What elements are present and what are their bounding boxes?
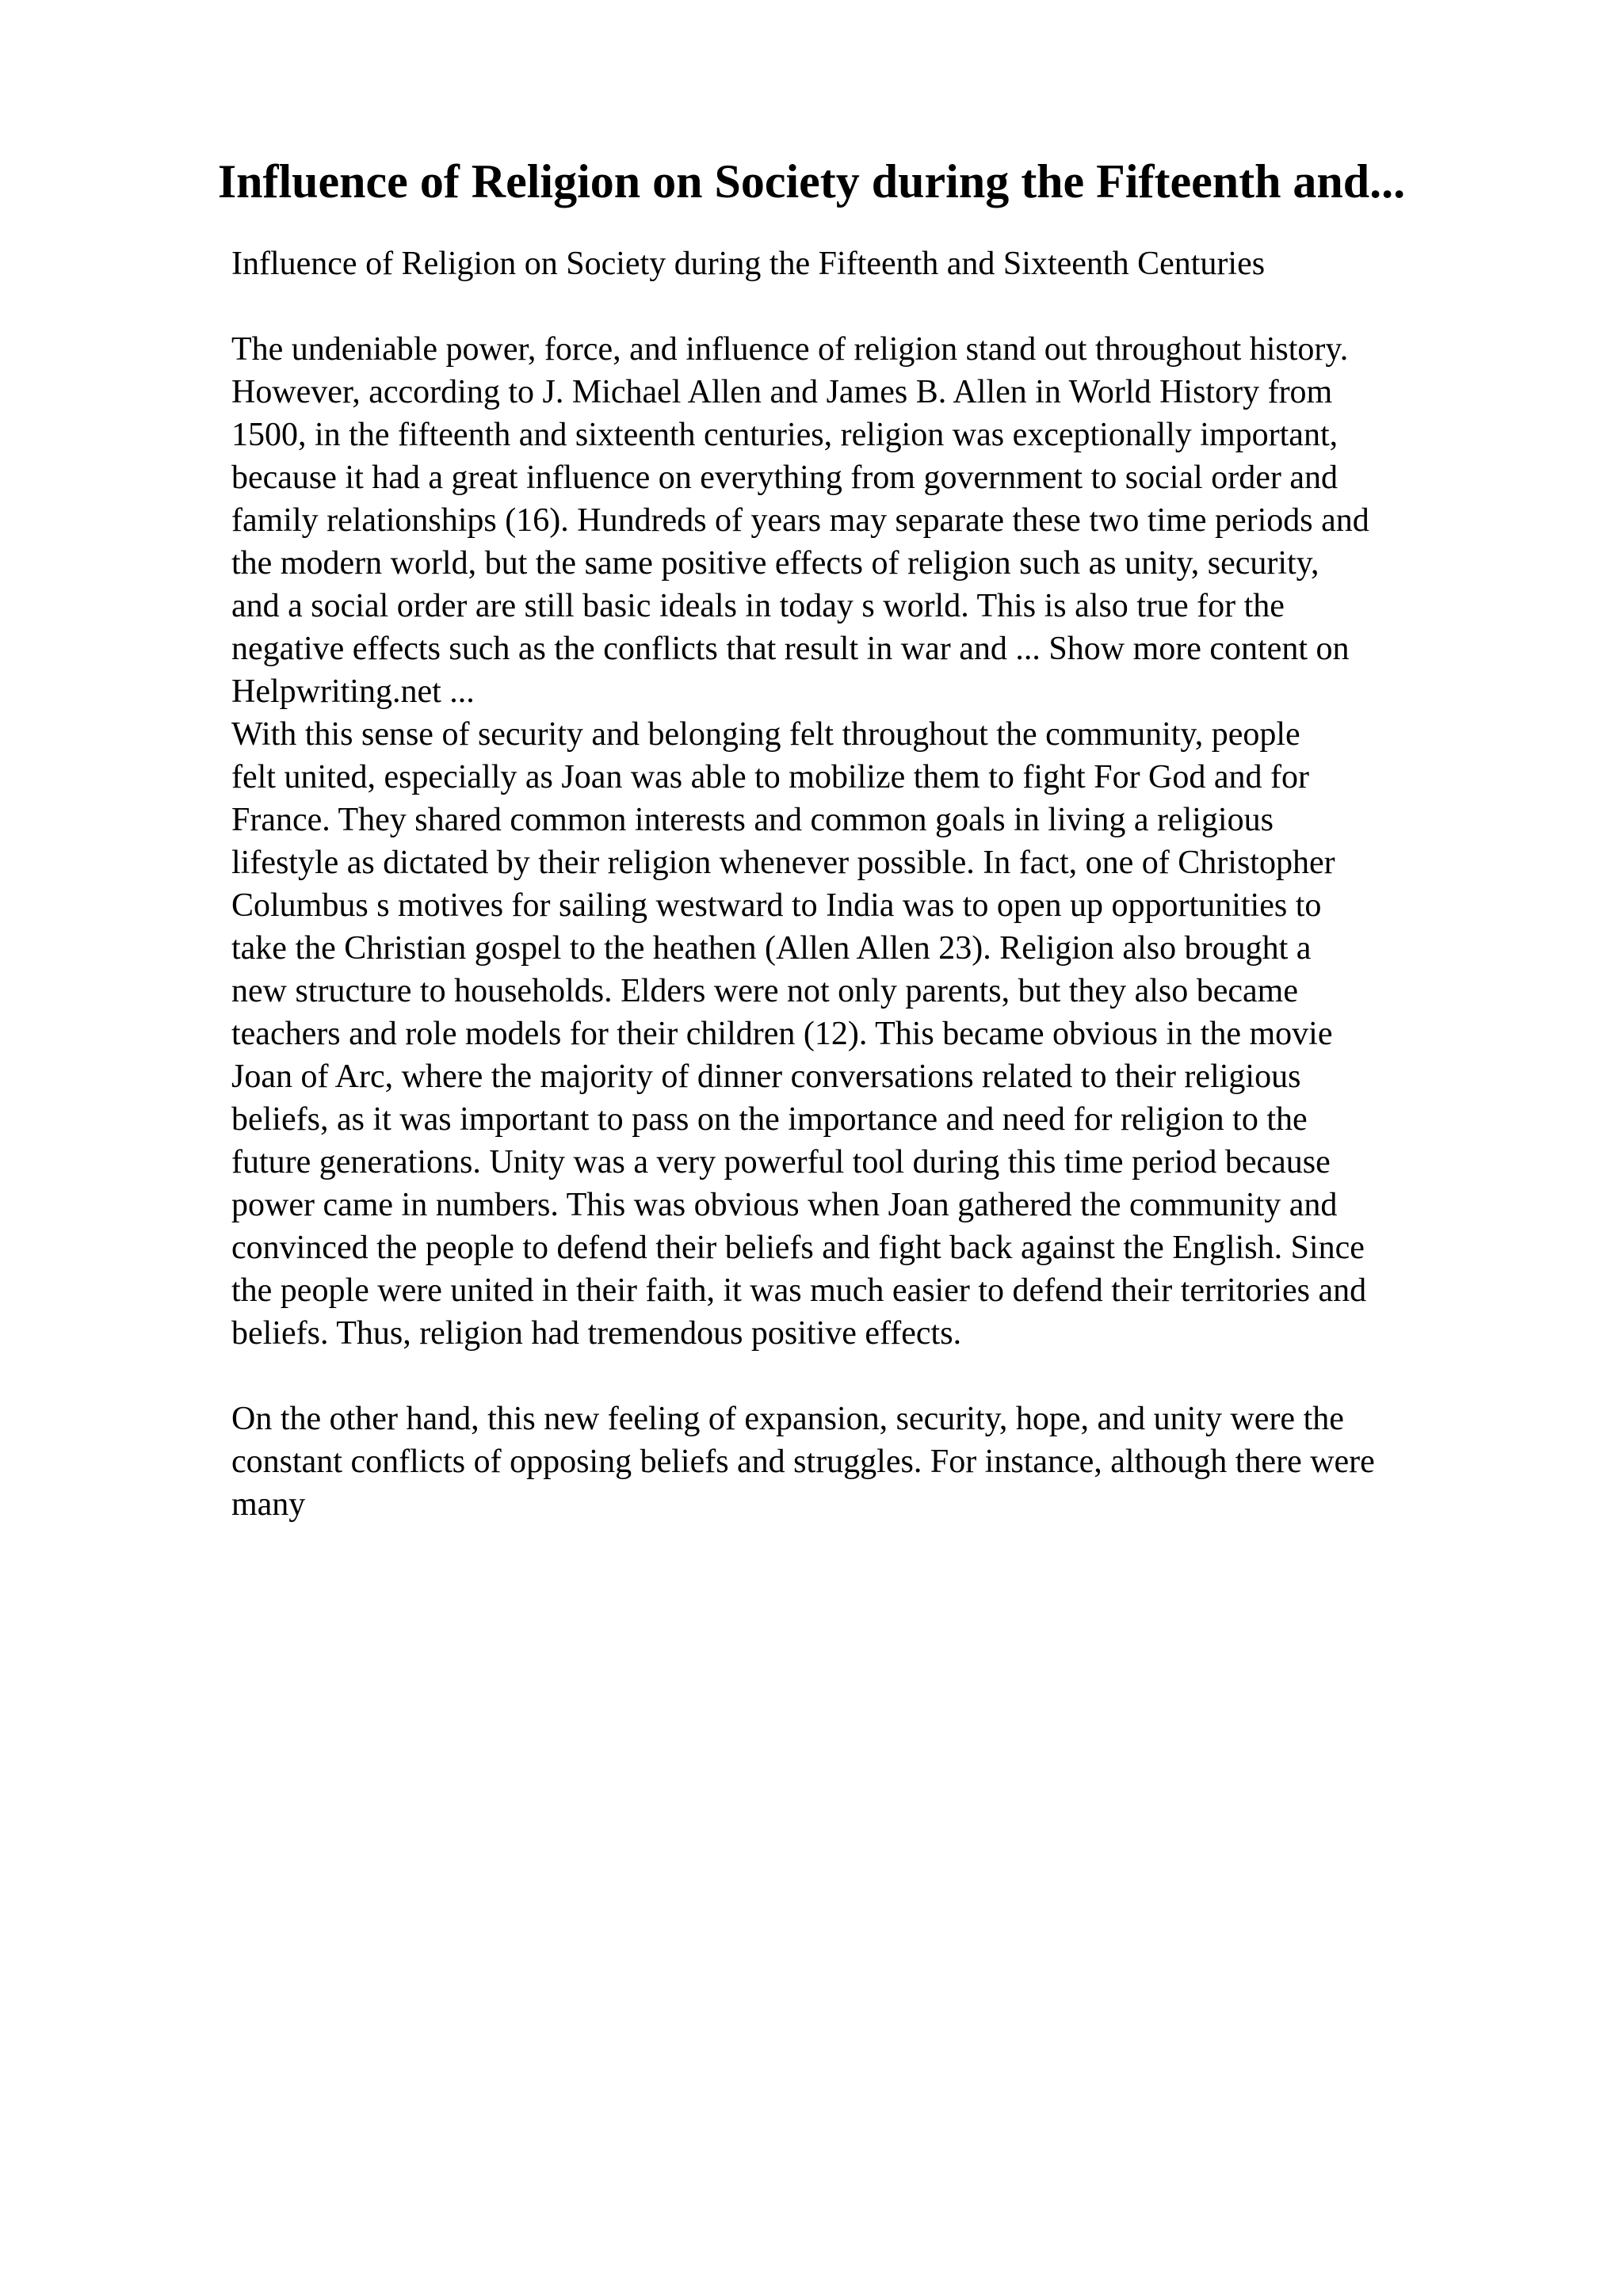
- text-line: take the Christian gospel to the heathen (Allen Allen 23). Religion also brought a: [231, 930, 1312, 967]
- document-subtitle: Influence of Religion on Society during the Fifteenth and Sixteenth Centuries: [231, 246, 1266, 282]
- text-line: With this sense of security and belonging felt throughout the community, people: [231, 716, 1300, 753]
- text-line: On the other hand, this new feeling of expansion, security, hope, and unity were the: [231, 1401, 1344, 1437]
- text-line: constant conflicts of opposing beliefs and struggles. For instance, although there were: [231, 1444, 1375, 1480]
- paragraph-intro: [231, 328, 1515, 713]
- text-line: new structure to households. Elders were not only parents, but they also became: [231, 973, 1298, 1009]
- text-line: Columbus s motives for sailing westward to India was to open up opportunities to: [231, 887, 1322, 924]
- paragraph-conflicts: [231, 1398, 1515, 1526]
- text-line: Joan of Arc, where the majority of dinner conversations related to their religious: [231, 1058, 1301, 1095]
- text-line: convinced the people to defend their beliefs and fight back against the English. Since: [231, 1230, 1365, 1266]
- text-line: Helpwriting.net ...: [231, 673, 475, 710]
- text-line: felt united, especially as Joan was able to mobilize them to fight For God and for: [231, 759, 1309, 795]
- text-line: 1500, in the fifteenth and sixteenth centuries, religion was exceptionally important,: [231, 417, 1338, 453]
- text-line: family relationships (16). Hundreds of years may separate these two time periods and: [231, 502, 1369, 539]
- text-line: The undeniable power, force, and influence of religion stand out throughout history.: [231, 331, 1349, 368]
- text-line: because it had a great influence on everything from government to social order and: [231, 460, 1338, 496]
- text-line: France. They shared common interests and common goals in living a religious: [231, 802, 1274, 838]
- text-line: the people were united in their faith, it was much easier to defend their territories and: [231, 1272, 1367, 1309]
- text-line: power came in numbers. This was obvious when Joan gathered the community and: [231, 1187, 1338, 1223]
- text-line: future generations. Unity was a very powerful tool during this time period because: [231, 1144, 1331, 1180]
- text-line: beliefs. Thus, religion had tremendous positive effects.: [231, 1315, 962, 1352]
- text-line: beliefs, as it was important to pass on the importance and need for religion to the: [231, 1101, 1308, 1138]
- text-line: teachers and role models for their children (12). This became obvious in the movie: [231, 1016, 1333, 1052]
- paragraph-spacer: [231, 285, 1515, 328]
- text-line: and a social order are still basic ideals in today s world. This is also true for the: [231, 588, 1285, 624]
- text-line: many: [231, 1486, 306, 1523]
- text-line: the modern world, but the same positive effects of religion such as unity, security,: [231, 545, 1319, 582]
- paragraph-spacer: [231, 1355, 1515, 1398]
- text-line: However, according to J. Michael Allen and James B. Allen in World History from: [231, 374, 1333, 410]
- paragraph-positive-effects: [231, 713, 1515, 1355]
- document-title: Influence of Religion on Society during the Fifteenth and...: [217, 155, 1406, 208]
- document-body: [231, 242, 1515, 1526]
- text-line: lifestyle as dictated by their religion whenever possible. In fact, one of Christopher: [231, 845, 1335, 881]
- text-line: negative effects such as the conflicts that result in war and ... Show more content on: [231, 631, 1350, 667]
